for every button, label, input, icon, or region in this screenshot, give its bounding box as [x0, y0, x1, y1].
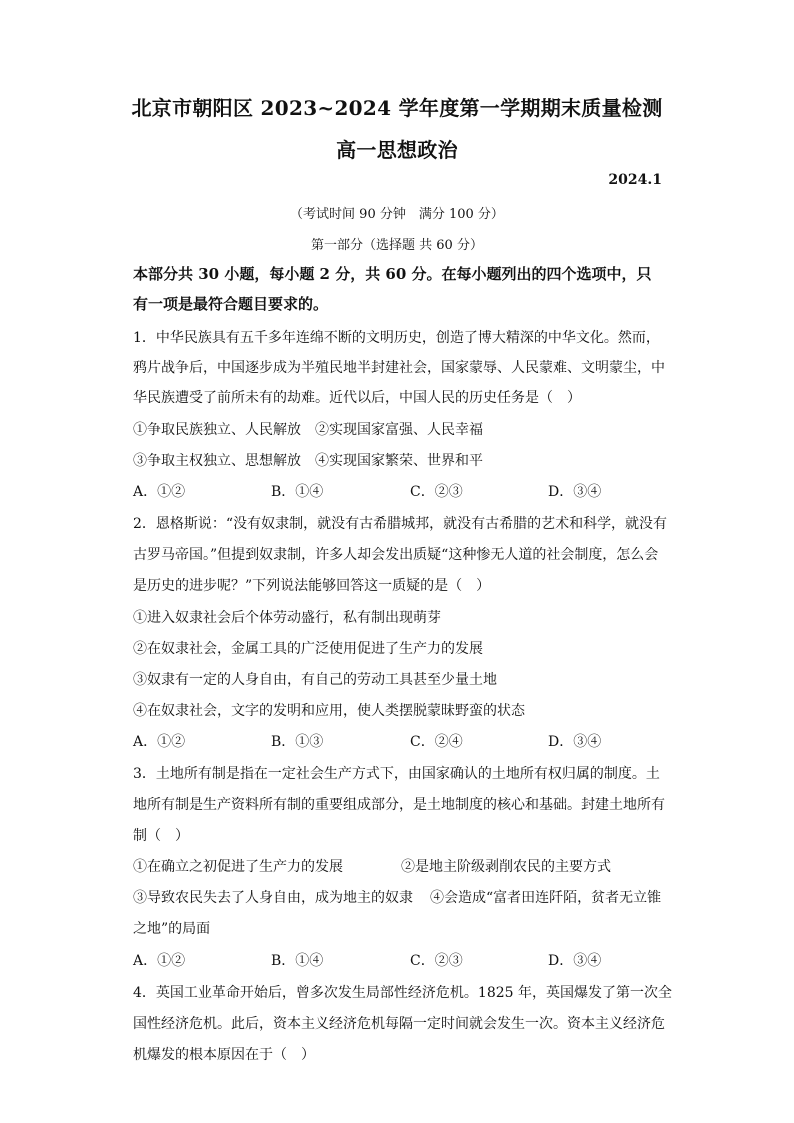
q3-option-a: A．①② [133, 953, 186, 969]
q4-stem-line-1: 4．英国工业革命开始后，曾多次发生局部性经济危机。1825 年，英国爆发了第一次全 [133, 985, 672, 1001]
q3-item-1: ①在确立之初促进了生产力的发展 [133, 859, 343, 875]
q1-option-b: B．①④ [271, 484, 324, 500]
exam-title: 北京市朝阳区 2023~2024 学年度第一学期期末质量检测 [131, 96, 663, 120]
exam-date: 2024.1 [608, 172, 662, 188]
q2-item-line-2: ②在奴隶社会，金属工具的广泛使用促进了生产力的发展 [133, 641, 483, 657]
q1-stem-line-3: 华民族遭受了前所未有的劫难。近代以后，中国人民的历史任务是（ ） [133, 390, 581, 406]
q2-option-b: B．①③ [271, 734, 324, 750]
q3-item-4: ④会造成“富者田连阡陌，贫者无立锥 [430, 890, 662, 906]
q2-stem-line-3: 是历史的进步呢？”下列说法能够回答这一质疑的是（ ） [133, 578, 491, 594]
q1-stem-line-1: 1．中华民族具有五千多年连绵不断的文明历史，创造了博大精深的中华文化。然而， [133, 330, 660, 346]
q3-stem-line-1: 3．土地所有制是指在一定社会生产方式下，由国家确认的土地所有权归属的制度。土 [133, 766, 660, 782]
q1-item-line-1: ①争取民族独立、人民解放 ②实现国家富强、人民幸福 [133, 422, 483, 438]
q2-stem-line-2: 古罗马帝国。”但提到奴隶制，许多人却会发出质疑“这种惨无人道的社会制度，怎么会 [133, 547, 659, 563]
q2-option-a: A．①② [133, 734, 186, 750]
q3-item-3: ③导致农民失去了人身自由，成为地主的奴隶 [133, 890, 413, 906]
q1-stem-line-2: 鸦片战争后，中国逐步成为半殖民地半封建社会，国家蒙辱、人民蒙难、文明蒙尘，中 [133, 360, 665, 376]
q2-item-line-1: ①进入奴隶社会后个体劳动盛行，私有制出现萌芽 [133, 610, 441, 626]
q2-item-line-4: ④在奴隶社会，文字的发明和应用，使人类摆脱蒙昧野蛮的状态 [133, 703, 525, 719]
q2-option-c: C．②④ [410, 734, 463, 750]
subject-title: 高一思想政治 [336, 138, 458, 162]
q4-stem-line-3: 机爆发的根本原因在于（ ） [133, 1047, 315, 1063]
q2-item-line-3: ③奴隶有一定的人身自由，有自己的劳动工具甚至少量土地 [133, 672, 497, 688]
q1-option-d: D．③④ [548, 484, 602, 500]
q3-item-4-continued: 之地”的局面 [133, 921, 211, 937]
part-title: 第一部分（选择题 共 60 分） [311, 238, 483, 253]
q1-option-a: A．①② [133, 484, 186, 500]
q3-option-d: D．③④ [548, 953, 602, 969]
q1-item-line-2: ③争取主权独立、思想解放 ④实现国家繁荣、世界和平 [133, 453, 483, 469]
instructions-line-1: 本部分共 30 小题，每小题 2 分，共 60 分。在每小题列出的四个选项中，只 [133, 265, 652, 283]
q2-stem-line-1: 2．恩格斯说：“没有奴隶制，就没有古希腊城邦，就没有古希腊的艺术和科学，就没有 [133, 516, 668, 532]
q3-stem-line-2: 地所有制是生产资料所有制的重要组成部分，是土地制度的核心和基础。封建土地所有 [133, 797, 665, 813]
q1-option-c: C．②③ [410, 484, 463, 500]
q3-option-b: B．①④ [271, 953, 324, 969]
q4-stem-line-2: 国性经济危机。此后，资本主义经济危机每隔一定时间就会发生一次。资本主义经济危 [133, 1016, 665, 1032]
q3-option-c: C．②③ [410, 953, 463, 969]
q3-item-2: ②是地主阶级剥削农民的主要方式 [401, 859, 611, 875]
q3-stem-line-3: 制（ ） [133, 828, 189, 844]
instructions-line-2: 有一项是最符合题目要求的。 [133, 295, 329, 313]
exam-info: （考试时间 90 分钟 满分 100 分） [290, 207, 504, 222]
q2-option-d: D．③④ [548, 734, 602, 750]
